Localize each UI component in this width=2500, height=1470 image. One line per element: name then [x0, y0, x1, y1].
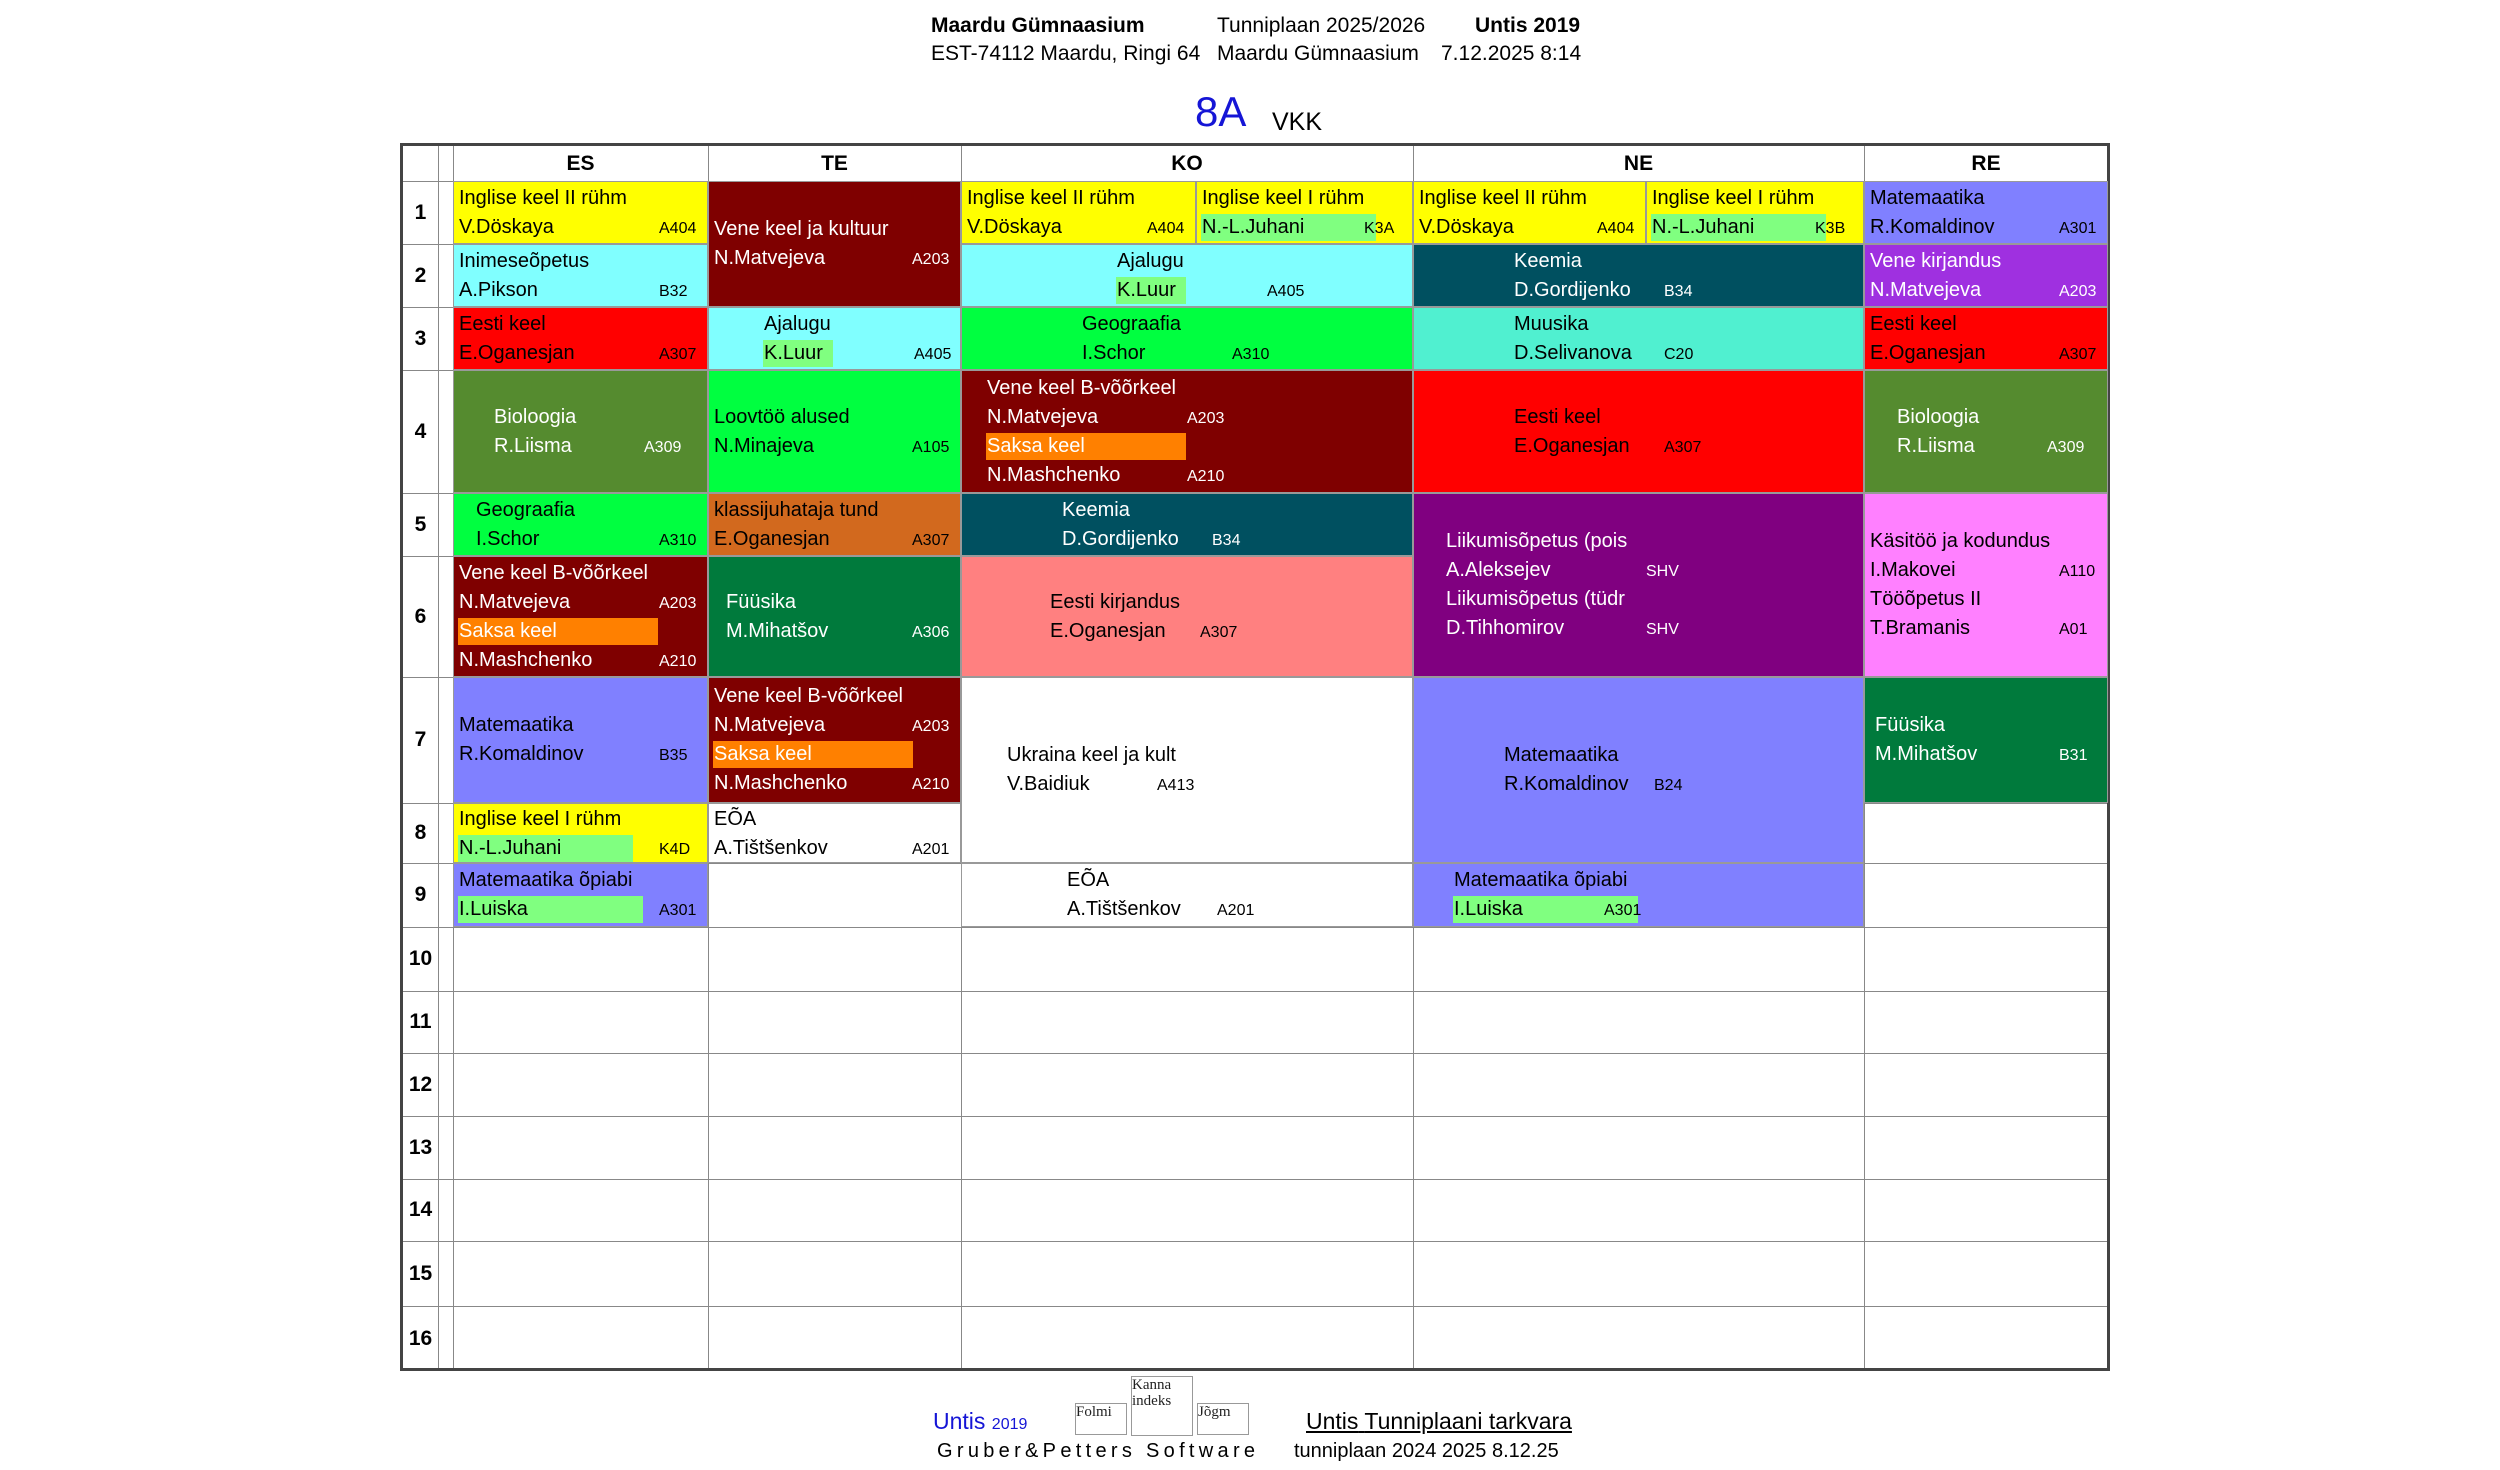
lesson-room: A405 — [1267, 283, 1305, 300]
lesson-subject: EÕA — [714, 808, 757, 830]
lesson-teacher: E.Oganesjan — [459, 342, 575, 364]
footer-image-1-alt: Folmi — [1076, 1404, 1112, 1420]
school-name: Maardu Gümnaasium — [931, 14, 1145, 37]
lesson-te6[interactable] — [708, 556, 961, 677]
lesson-teacher: A.Tištšenkov — [1067, 898, 1181, 920]
lesson-teacher: K.Luur — [1117, 279, 1176, 301]
lesson-teacher: D.Gordijenko — [1062, 528, 1179, 550]
lesson-subject: EÕA — [1067, 869, 1110, 891]
lesson-subject: Matemaatika — [1504, 744, 1619, 766]
lesson-subject: Tööõpetus II — [1870, 588, 1982, 610]
lesson-room: B34 — [1664, 283, 1693, 300]
lesson-teacher: R.Komaldinov — [1870, 216, 1995, 238]
lesson-re2[interactable] — [1864, 244, 2108, 307]
footer-generated: tunniplaan 2024 2025 8.12.25 — [1294, 1440, 1559, 1462]
period-number-15: 15 — [408, 1262, 433, 1285]
lesson-room: A01 — [2059, 621, 2088, 638]
lesson-room: A310 — [1232, 346, 1270, 363]
lesson-re1[interactable] — [1864, 181, 2108, 244]
lesson-room: A405 — [914, 346, 952, 363]
lesson-ne9[interactable] — [1413, 863, 1864, 927]
lesson-teacher: N.Matvejeva — [714, 247, 826, 269]
lesson-teacher: D.Selivanova — [1514, 342, 1632, 364]
lesson-teacher: E.Oganesjan — [714, 528, 830, 550]
lesson-teacher: N.Mashchenko — [459, 649, 593, 671]
lesson-subject: Inglise keel II rühm — [1419, 187, 1587, 209]
lesson-subject: Eesti kirjandus — [1050, 591, 1181, 613]
lesson-subject: Ukraina keel ja kult — [1007, 744, 1176, 766]
lesson-subject: Matemaatika õpiabi — [1454, 869, 1628, 891]
lesson-subject: Saksa keel — [714, 743, 812, 765]
lesson-room: A203 — [659, 595, 697, 612]
lesson-teacher: V.Döskaya — [459, 216, 554, 238]
lesson-subject: Inimeseõpetus — [459, 250, 590, 272]
lesson-te5[interactable] — [708, 493, 961, 556]
lesson-re5[interactable] — [1864, 493, 2108, 677]
lesson-teacher: I.Schor — [476, 528, 540, 550]
lesson-room: A404 — [659, 220, 697, 237]
lesson-subject: Käsitöö ja kodundus — [1870, 530, 2051, 552]
period-number-8: 8 — [414, 821, 427, 844]
lesson-room: A307 — [659, 346, 697, 363]
grid-row-line — [403, 1116, 2107, 1117]
lesson-subject: Muusika — [1514, 313, 1589, 335]
footer-untis-year: 2019 — [991, 1416, 1028, 1433]
lesson-es4[interactable] — [453, 370, 708, 493]
grid-row-line — [403, 927, 2107, 928]
lesson-subject: klassijuhataja tund — [714, 499, 879, 521]
lesson-room: B24 — [1654, 777, 1683, 794]
lesson-es3[interactable] — [453, 307, 708, 370]
lesson-te1[interactable] — [708, 181, 961, 307]
period-number-9: 9 — [414, 883, 427, 906]
lesson-re4[interactable] — [1864, 370, 2108, 493]
lesson-room: K3A — [1364, 220, 1395, 237]
lesson-subject: Eesti keel — [459, 313, 546, 335]
lesson-teacher: D.Gordijenko — [1514, 279, 1631, 301]
period-number-12: 12 — [408, 1073, 433, 1096]
lesson-subject: Saksa keel — [459, 620, 557, 642]
footer-image-3[interactable] — [1197, 1403, 1249, 1435]
lesson-teacher: R.Liisma — [494, 435, 572, 457]
lesson-room: A309 — [2047, 439, 2085, 456]
lesson-teacher: A.Aleksejev — [1446, 559, 1551, 581]
lesson-teacher: N.Mashchenko — [987, 464, 1121, 486]
lesson-room: K3B — [1815, 220, 1846, 237]
lesson-ne5[interactable] — [1413, 493, 1864, 677]
lesson-ne1b[interactable] — [1646, 181, 1864, 244]
lesson-teacher: M.Mihatšov — [1875, 743, 1978, 765]
lesson-ko4[interactable] — [961, 370, 1413, 493]
grid-row-line — [403, 1053, 2107, 1054]
lesson-ko2[interactable] — [961, 244, 1413, 307]
period-number-7: 7 — [414, 728, 427, 751]
grid-row-line — [403, 1179, 2107, 1180]
lesson-subject: Keemia — [1514, 250, 1582, 272]
lesson-teacher: K.Luur — [764, 342, 823, 364]
lesson-teacher: I.Luiska — [459, 898, 528, 920]
lesson-subject: Füüsika — [726, 591, 797, 613]
lesson-room: B31 — [2059, 747, 2088, 764]
lesson-subject: Liikumisõpetus (tüdr — [1446, 588, 1625, 610]
lesson-subject: Vene keel B-võõrkeel — [987, 377, 1177, 399]
lesson-teacher: V.Baidiuk — [1007, 773, 1090, 795]
lesson-teacher: N.Matvejeva — [459, 591, 571, 613]
lesson-ne7[interactable] — [1413, 677, 1864, 863]
lesson-es2[interactable] — [453, 244, 708, 307]
lesson-subject: Inglise keel II rühm — [459, 187, 627, 209]
lesson-ne4[interactable] — [1413, 370, 1864, 493]
lesson-room: A203 — [2059, 283, 2097, 300]
footer-untis-brand — [933, 1408, 1027, 1435]
footer-image-3-alt: Jõgm — [1198, 1404, 1231, 1420]
lesson-teacher: R.Liisma — [1897, 435, 1975, 457]
lesson-teacher: E.Oganesjan — [1870, 342, 1986, 364]
lesson-room: A307 — [1200, 624, 1238, 641]
lesson-subject: Liikumisõpetus (pois — [1446, 530, 1628, 552]
lesson-teacher: A.Tištšenkov — [714, 837, 828, 859]
lesson-es1[interactable] — [453, 181, 708, 244]
lesson-ne1a[interactable] — [1413, 181, 1646, 244]
footer-image-2-alt: Kanna indeks — [1132, 1377, 1172, 1409]
grid-row-line — [403, 1241, 2107, 1242]
grid-row-line — [403, 1306, 2107, 1307]
lesson-subject: Inglise keel I rühm — [459, 808, 622, 830]
day-header-ne: NE — [1623, 152, 1654, 175]
lesson-ko6[interactable] — [961, 556, 1413, 677]
lesson-subject: Vene keel ja kultuur — [714, 218, 889, 240]
lesson-room: SHV — [1646, 563, 1679, 580]
lesson-room: A301 — [659, 902, 697, 919]
lesson-room: A110 — [2059, 563, 2096, 580]
lesson-teacher: R.Komaldinov — [1504, 773, 1629, 795]
lesson-teacher: E.Oganesjan — [1514, 435, 1630, 457]
lesson-ko7[interactable] — [961, 677, 1413, 863]
lesson-es8[interactable] — [453, 803, 708, 863]
timetable-grid — [400, 143, 2110, 1371]
lesson-es5[interactable] — [453, 493, 708, 556]
lesson-teacher: N.Matvejeva — [714, 714, 826, 736]
school-address: EST-74112 Maardu, Ringi 64 — [931, 42, 1201, 65]
lesson-room: A105 — [912, 439, 950, 456]
grid-row-line — [403, 991, 2107, 992]
lesson-te8[interactable] — [708, 803, 961, 863]
lesson-room: K4D — [659, 841, 691, 858]
footer-image-2[interactable] — [1131, 1376, 1193, 1436]
lesson-room: B34 — [1212, 532, 1241, 549]
lesson-subject: Loovtöö alused — [714, 406, 850, 428]
lesson-ko3[interactable] — [961, 307, 1413, 370]
lesson-re7[interactable] — [1864, 677, 2108, 803]
lesson-teacher: N.-L.Juhani — [459, 837, 562, 859]
lesson-room: A310 — [659, 532, 697, 549]
lesson-room: A210 — [1187, 468, 1225, 485]
lesson-room: A404 — [1597, 220, 1635, 237]
day-header-es: ES — [566, 152, 595, 175]
period-number-5: 5 — [414, 513, 427, 536]
lesson-teacher: N.Matvejeva — [987, 406, 1099, 428]
lesson-teacher: N.-L.Juhani — [1652, 216, 1755, 238]
lesson-teacher: M.Mihatšov — [726, 620, 829, 642]
lesson-teacher: I.Schor — [1082, 342, 1146, 364]
lesson-teacher: N.Minajeva — [714, 435, 815, 457]
lesson-subject: Bioloogia — [1897, 406, 1980, 428]
day-header-re: RE — [1971, 152, 2001, 175]
lesson-subject: Vene keel B-võõrkeel — [714, 685, 904, 707]
lesson-room: B35 — [659, 747, 688, 764]
lesson-teacher: T.Bramanis — [1870, 617, 1971, 639]
period-number-3: 3 — [414, 327, 427, 350]
period-number-10: 10 — [408, 947, 433, 970]
lesson-room: A201 — [1217, 902, 1255, 919]
school-name-secondary: Maardu Gümnaasium — [1217, 42, 1419, 65]
footer-link[interactable] — [1306, 1408, 1572, 1435]
footer-image-1[interactable] — [1075, 1403, 1127, 1435]
period-number-6: 6 — [414, 605, 427, 628]
period-number-2: 2 — [414, 264, 427, 287]
lesson-subject: Füüsika — [1875, 714, 1946, 736]
lesson-teacher: N.-L.Juhani — [1202, 216, 1305, 238]
lesson-room: A203 — [1187, 410, 1225, 427]
period-number-14: 14 — [408, 1198, 433, 1221]
lesson-te7[interactable] — [708, 677, 961, 803]
lesson-ko9[interactable] — [961, 863, 1413, 927]
lesson-subject: Bioloogia — [494, 406, 577, 428]
lesson-room: A301 — [1604, 902, 1642, 919]
lesson-room: A210 — [912, 776, 950, 793]
lesson-te3[interactable] — [708, 307, 961, 370]
lesson-room: A413 — [1157, 777, 1195, 794]
lesson-teacher: V.Döskaya — [1419, 216, 1514, 238]
period-number-4: 4 — [414, 420, 427, 443]
lesson-room: A309 — [644, 439, 682, 456]
footer-untis-text: Untis — [933, 1408, 986, 1434]
lesson-room: A203 — [912, 718, 950, 735]
lesson-teacher: R.Komaldinov — [459, 743, 584, 765]
lesson-teacher: N.Mashchenko — [714, 772, 848, 794]
lesson-subject: Geograafia — [476, 499, 575, 521]
lesson-room: C20 — [1664, 346, 1694, 363]
lesson-subject: Inglise keel I rühm — [1202, 187, 1365, 209]
lesson-room: A307 — [912, 532, 950, 549]
lesson-teacher: I.Luiska — [1454, 898, 1523, 920]
lesson-subject: Ajalugu — [764, 313, 831, 335]
footer-link-untis[interactable]: Untis — [1306, 1408, 1359, 1434]
lesson-subject: Geograafia — [1082, 313, 1181, 335]
lesson-room: A404 — [1147, 220, 1185, 237]
lesson-es7[interactable] — [453, 677, 708, 803]
lesson-subject: Eesti keel — [1870, 313, 1957, 335]
lesson-teacher: V.Döskaya — [967, 216, 1062, 238]
lesson-room: A201 — [912, 841, 950, 858]
lesson-room: A307 — [1664, 439, 1702, 456]
lesson-ne2[interactable] — [1413, 244, 1864, 307]
lesson-subject: Vene kirjandus — [1870, 250, 2002, 272]
day-header-ko: KO — [1171, 152, 1203, 175]
lesson-ko1a[interactable] — [961, 181, 1196, 244]
class-teacher: VKK — [1272, 108, 1323, 136]
lesson-room: SHV — [1646, 621, 1679, 638]
class-name: 8A — [1195, 88, 1247, 135]
footer-link-tarkvara[interactable]: Tunniplaani tarkvara — [1364, 1408, 1572, 1434]
period-number-11: 11 — [409, 1010, 432, 1033]
lesson-room: B32 — [659, 283, 688, 300]
period-number-1: 1 — [414, 201, 427, 224]
lesson-ko5[interactable] — [961, 493, 1413, 556]
lesson-teacher: E.Oganesjan — [1050, 620, 1166, 642]
lesson-subject: Saksa keel — [987, 435, 1085, 457]
grid-column-line — [438, 146, 439, 1368]
timestamp: 7.12.2025 8:14 — [1441, 42, 1582, 65]
lesson-room: A210 — [659, 653, 697, 670]
plan-title: Tunniplaan 2025/2026 — [1217, 14, 1426, 37]
lesson-subject: Inglise keel I rühm — [1652, 187, 1815, 209]
lesson-subject: Vene keel B-võõrkeel — [459, 562, 649, 584]
lesson-teacher: I.Makovei — [1870, 559, 1956, 581]
lesson-subject: Eesti keel — [1514, 406, 1601, 428]
lesson-teacher: N.Matvejeva — [1870, 279, 1982, 301]
lesson-ko1b[interactable] — [1196, 181, 1413, 244]
lesson-subject: Matemaatika — [1870, 187, 1985, 209]
lesson-ne3[interactable] — [1413, 307, 1864, 370]
footer-company: Gruber&Petters Software — [937, 1440, 1260, 1462]
lesson-subject: Inglise keel II rühm — [967, 187, 1135, 209]
lesson-subject: Matemaatika — [459, 714, 574, 736]
day-header-te: TE — [821, 152, 848, 175]
lesson-room: A307 — [2059, 346, 2097, 363]
lesson-teacher: A.Pikson — [459, 279, 538, 301]
software-version: Untis 2019 — [1475, 14, 1581, 37]
lesson-subject: Matemaatika õpiabi — [459, 869, 633, 891]
lesson-subject: Keemia — [1062, 499, 1130, 521]
lesson-room: A301 — [2059, 220, 2097, 237]
lesson-es6[interactable] — [453, 556, 708, 677]
lesson-teacher: D.Tihhomirov — [1446, 617, 1565, 639]
lesson-subject: Ajalugu — [1117, 250, 1184, 272]
period-number-13: 13 — [408, 1136, 433, 1159]
period-number-16: 16 — [408, 1327, 433, 1350]
lesson-room: A306 — [912, 624, 950, 641]
lesson-es9[interactable] — [453, 863, 708, 927]
lesson-te4[interactable] — [708, 370, 961, 493]
lesson-re3[interactable] — [1864, 307, 2108, 370]
lesson-room: A203 — [912, 251, 950, 268]
